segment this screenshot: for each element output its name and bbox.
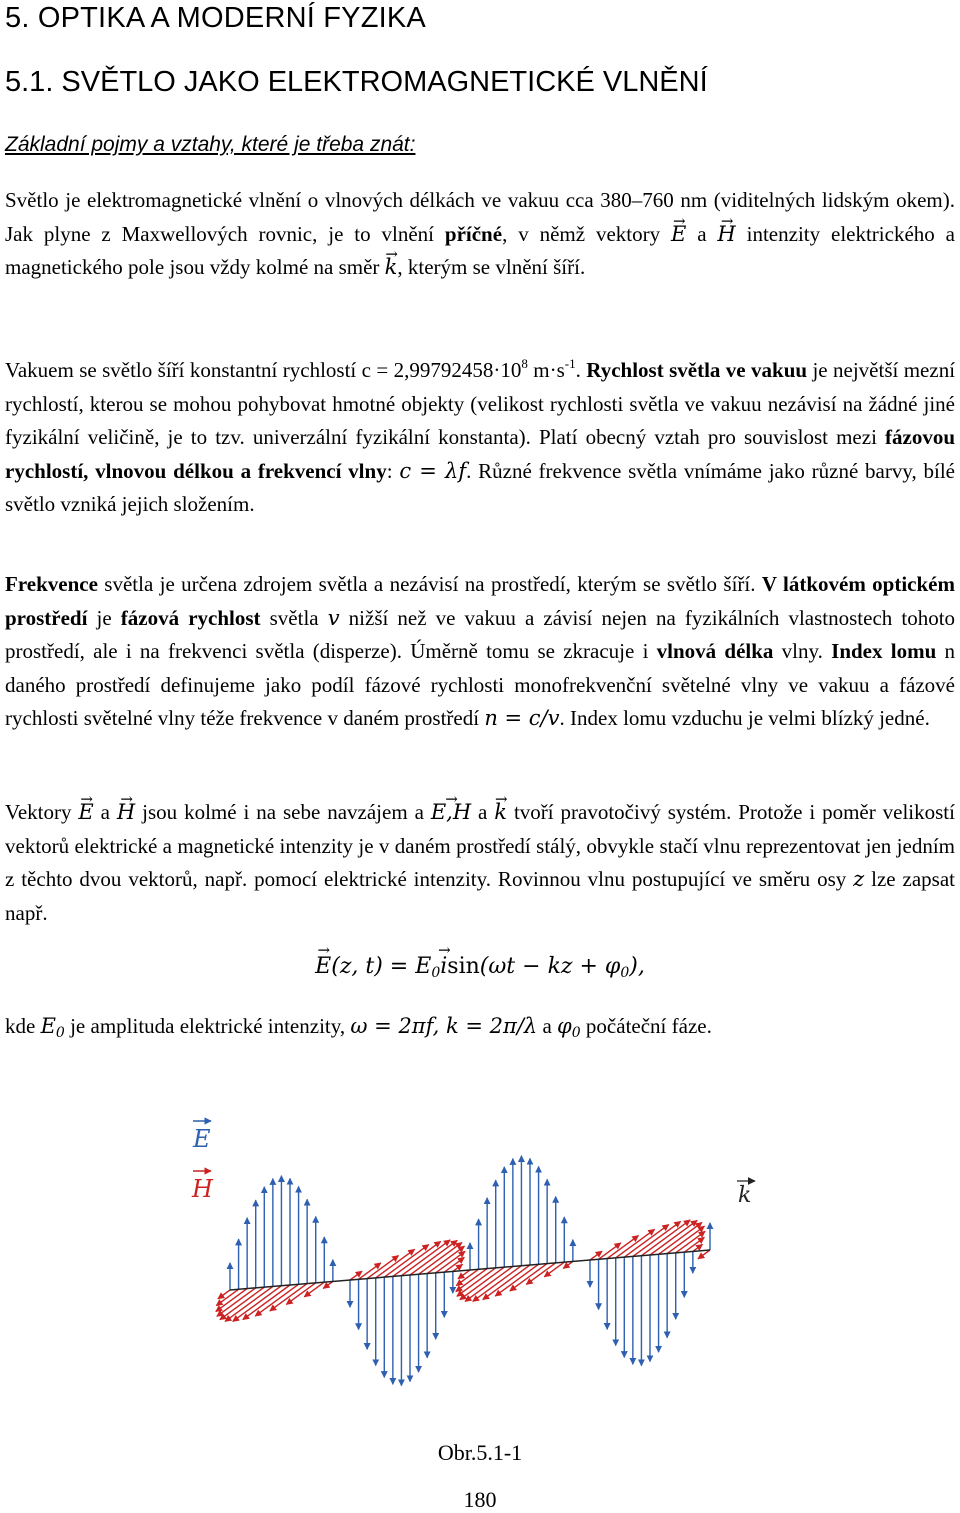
h-vector-33 <box>465 1266 513 1301</box>
paragraph-1: Světlo je elektromagnetické vlnění o vlnových délkách ve vakuu cca 380–760 nm (viditelných lidským okem). Jak plyne z Maxwellových rovnic, je to vlnění příčné, v němž vektory → E a → H intenzity elektrického a magnetického pole jsou vždy kolmé na směr → k, kterým se vlnění šíří. <box>5 184 955 285</box>
legend-label-k: k <box>738 1183 752 1208</box>
paragraph-3: Frekvence světla je určena zdrojem světla a nezávisí na prostředí, kterým se světlo šíří. V látkovém optickém prostředí je fázová rychlost světla v nižší než ve vakuu a závisí nejen na fyzikálních vlastnostech tohoto prostředí, ale i na frekvenci světla (disperze). Úměrně tomu se zkracuje i vlnová délka vlny. Index lomu n daného prostředí definujeme jako podíl fázové rychlosti monofrekvenční světelné vlny ve vakuu a fázové rychlosti světelné vlny téže frekvence v daném prostředí n = c/v. Index lomu vzduchu je velmi blízký jedné. <box>5 572 956 730</box>
subheading: Základní pojmy a vztahy, které je třeba znát: <box>5 133 416 156</box>
figure-caption: Obr.5.1-1 <box>437 1440 523 1465</box>
page-number: 180 <box>463 1487 497 1512</box>
h-vector-23 <box>427 1246 464 1273</box>
paragraph-4: Vektory → E a → H jsou kolmé i na sebe navzájem a → E,H a → k tvoří pravotočivý systém. Protože i poměr velikostí vektorů elektrické a magnetické intenzity je v daném prostředí stálý, obvykle stačí vlnu reprezentovat jen jedním z těchto dvou vektorů, např. pomocí elektrické intenzity. Rovinnou vlnu postupující ve směru osy z lze zapsat např. <box>5 796 955 930</box>
paragraph-2: Vakuem se světlo šíří konstantní rychlostí $c = 2,99792458\cdot 10^8$ $m\cdot s^{-1}$. Rychlost světla ve vakuu je největší mezní rychlostí, kterou se mohou pohybovat hmotné objekty (velikost rychlosti světla ve vakuu nezávisí na žádné jiné fyzikální veličině, je to tzv. univerzální fyzikální konstanta). Platí obecný vztah pro souvislost mezi fázovou rychlostí, vlnovou délkou a frekvencí vlny: c = λf. Různé frekvence světla vnímáme jako různé barvy, bílé světlo vzniká jejich složením. <box>5 356 956 516</box>
h-vector-21 <box>410 1240 457 1275</box>
legend-label-E: E <box>193 1125 211 1153</box>
h-vector-9 <box>270 1284 307 1311</box>
legend-label-H: H <box>192 1175 213 1203</box>
h-vector-24 <box>436 1251 465 1273</box>
h-vector-3 <box>217 1288 256 1317</box>
h-vector-49 <box>650 1220 697 1255</box>
h-vector-47 <box>633 1221 681 1256</box>
h-vector-51 <box>667 1226 704 1253</box>
h-vector-52 <box>676 1231 705 1253</box>
wave-equation: → E(z, $t) = E_0\to isin(\omega t$ − kz + $\varphi_0$), <box>0 954 960 981</box>
formula-c-lambda-f: c = λf <box>399 458 467 483</box>
section-title: 5.1. SVĚTLO JAKO ELEKTROMAGNETICKÉ VLNĚNÍ <box>5 66 708 98</box>
paragraph-5: kde $E_0$ je amplituda elektrické intenzity, ω = 2πf, k = 2π/λ a $\varphi_0$ počáteční fáze. <box>5 1014 712 1041</box>
h-vector-17 <box>376 1249 415 1278</box>
vector-H: → H <box>717 218 735 252</box>
h-vector-31 <box>457 1268 496 1297</box>
h-vector-35 <box>483 1265 530 1300</box>
vector-k: → k <box>385 251 398 285</box>
h-vector-5 <box>225 1286 273 1321</box>
em-wave-figure <box>160 1090 800 1430</box>
h-vector-48 <box>641 1220 690 1256</box>
vector-E: → E <box>671 218 686 252</box>
h-vector-7 <box>243 1285 290 1320</box>
h-vector-6 <box>233 1286 282 1322</box>
h-vector-34 <box>473 1266 522 1302</box>
h-vector-19 <box>393 1241 441 1276</box>
formula-index-of-refraction: n = c/v <box>484 706 560 730</box>
h-vector-45 <box>616 1229 655 1258</box>
h-vector-20 <box>401 1240 450 1276</box>
h-vector-37 <box>510 1264 547 1291</box>
h-vector-10 <box>286 1283 315 1305</box>
chapter-title: 5. OPTIKA A MODERNÍ FYZIKA <box>5 2 426 34</box>
h-vector-38 <box>526 1263 555 1285</box>
